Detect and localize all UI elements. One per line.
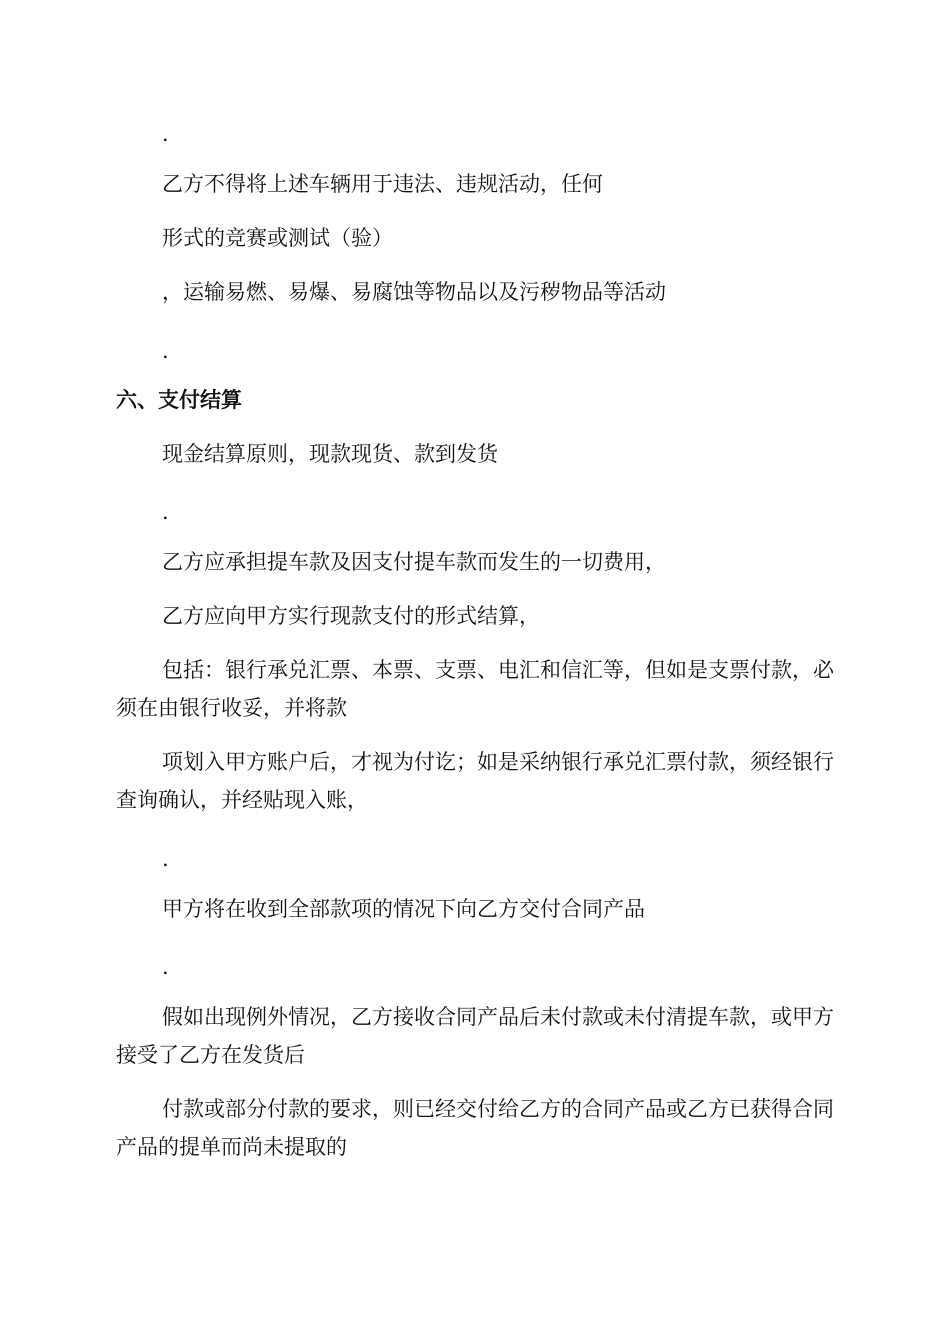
paragraph: ，运输易燃、易爆、易腐蚀等物品以及污秽物品等活动 — [162, 280, 666, 304]
separator-dot: . — [162, 955, 169, 979]
paragraph: 甲方将在收到全部款项的情况下向乙方交付合同产品 — [162, 897, 645, 921]
separator-dot: . — [162, 500, 169, 524]
separator-dot: . — [162, 122, 169, 146]
section-heading: 六、支付结算 — [116, 387, 242, 412]
paragraph: 现金结算原则，现款现货、款到发货 — [162, 442, 498, 466]
paragraph: 形式的竞赛或测试（验） — [162, 226, 393, 250]
separator-dot: . — [162, 339, 169, 363]
paragraph: 乙方应承担提车款及因支付提车款而发生的一切费用， — [162, 550, 666, 574]
paragraph: 付款或部分付款的要求，则已经交付给乙方的合同产品或乙方已获得合同产品的提单而尚未提取的 — [116, 1097, 834, 1159]
paragraph: 乙方应向甲方实行现款支付的形式结算， — [162, 604, 540, 628]
paragraph: 假如出现例外情况，乙方接收合同产品后未付款或未付清提车款，或甲方接受了乙方在发货后 — [116, 1005, 834, 1067]
separator-dot: . — [162, 847, 169, 871]
paragraph: 乙方不得将上述车辆用于违法、违规活动，任何 — [162, 172, 603, 196]
paragraph: 项划入甲方账户后，才视为付讫；如是采纳银行承兑汇票付款，须经银行查询确认，并经贴现入账， — [116, 750, 834, 812]
paragraph: 包括：银行承兑汇票、本票、支票、电汇和信汇等，但如是支票付款，必须在由银行收妥，并将款 — [116, 658, 834, 720]
